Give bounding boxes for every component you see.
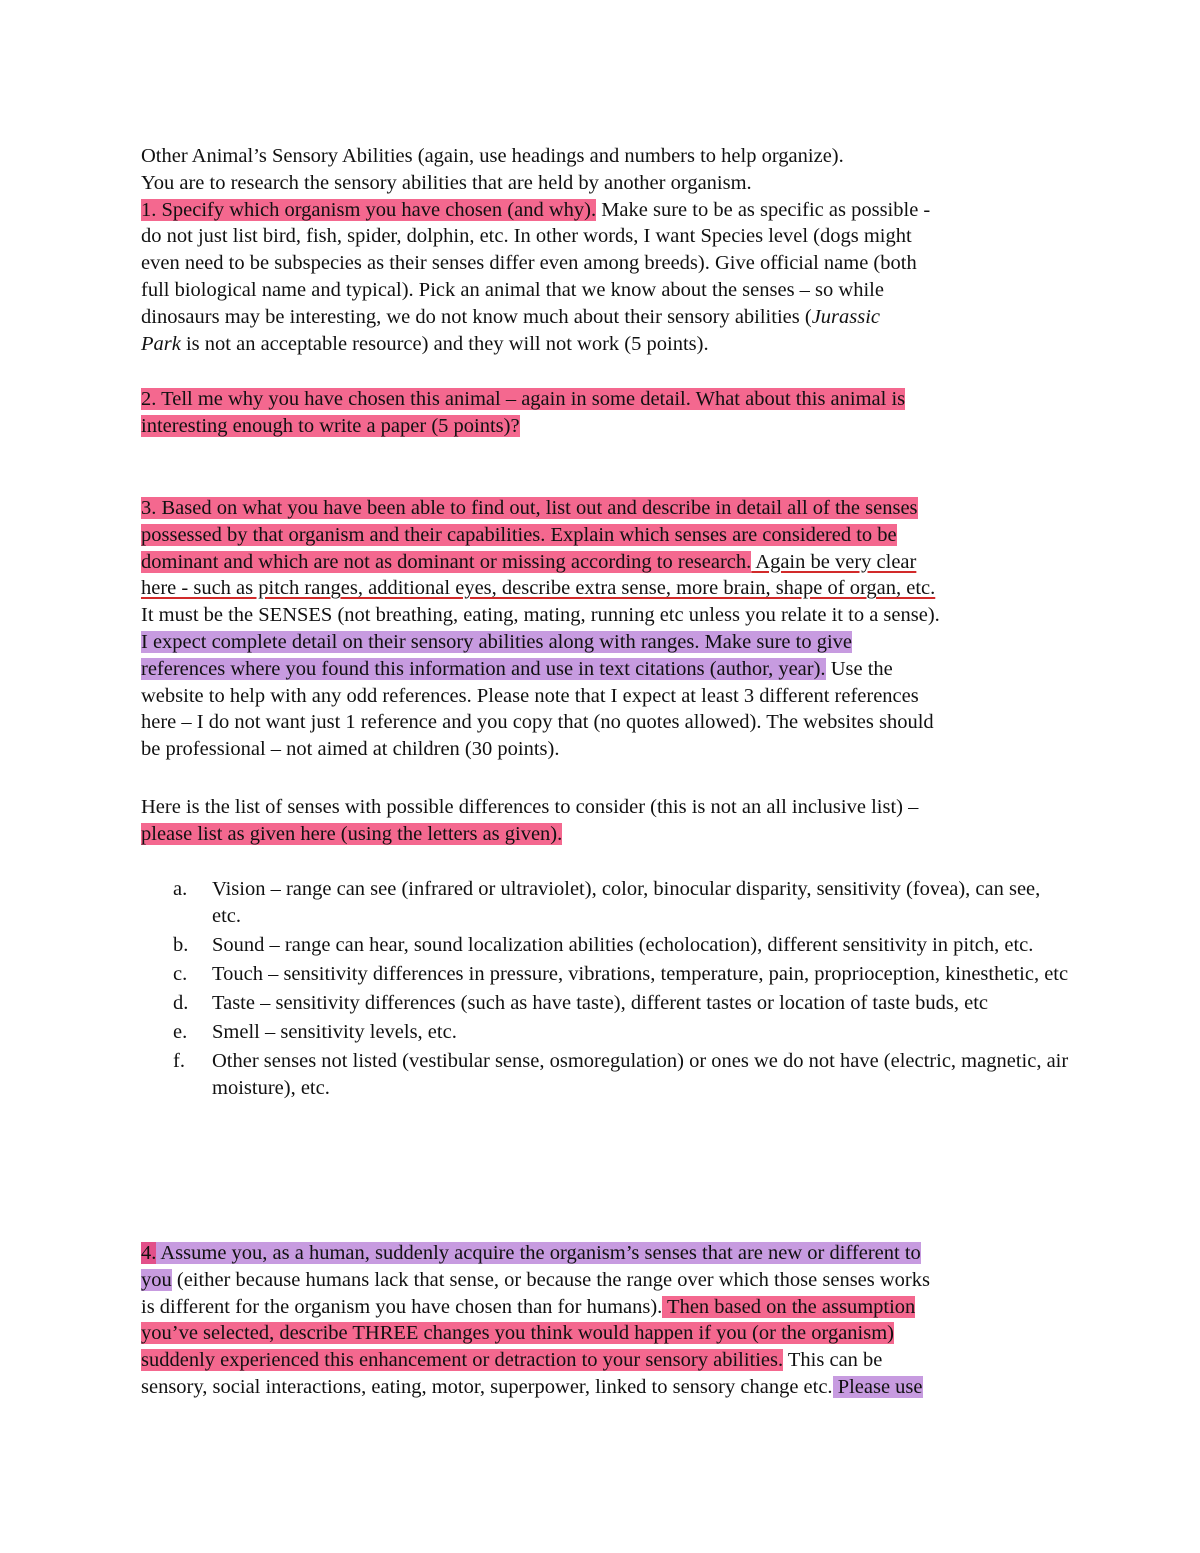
intro-subtitle: You are to research the sensory abilities that are held by another organism. — [141, 171, 752, 194]
list-item — [173, 990, 1073, 1017]
q1-line-5 — [141, 304, 1061, 331]
q2-line-1: 2. Tell me why you have chosen this animal – again in some detail. What about this animal is — [141, 388, 906, 410]
intro-section — [141, 143, 1061, 357]
q1-line-2: do not just list bird, fish, spider, dolphin, etc. In other words, I want Species level (dogs might — [141, 225, 912, 248]
q3-underline-2: here - such as pitch ranges, additional eyes, describe extra sense, more brain, shape of organ, etc. — [141, 577, 936, 600]
q3-line-5: It must be the SENSES (not breathing, eating, mating, running etc unless you relate it to a sense). — [141, 604, 940, 627]
list-marker: b. — [173, 934, 189, 956]
q4-pink-1: Then based on the assumption — [662, 1295, 916, 1318]
q1-line-6-text: is not an acceptable resource) and they will not work (5 points). — [180, 332, 709, 355]
intro-title: Other Animal’s Sensory Abilities (again, use headings and numbers to help organize). — [141, 145, 844, 167]
q3-section — [141, 495, 1061, 763]
list-item-text: Other senses not listed (vestibular sense, osmoregulation) or ones we do not have (electric, magnetic, air moisture), etc. — [212, 1050, 1069, 1099]
list-item — [173, 932, 1073, 959]
q3-line-2: possessed by that organism and their capabilities. Explain which senses are considered to be — [141, 523, 897, 546]
q3-line-1: 3. Based on what you have been able to find out, list out and describe in detail all of the senses — [141, 497, 918, 519]
list-item-text: Vision – range can see (infrared or ultraviolet), color, binocular disparity, sensitivity (fovea), can see, etc. — [212, 878, 1041, 927]
q4-line-6: sensory, social interactions, eating, motor, superpower, linked to sensory change etc. — [141, 1375, 833, 1398]
q4-line-2-rest: (either because humans lack that sense, or because the range over which those senses works — [171, 1268, 930, 1291]
list-marker: d. — [173, 992, 189, 1014]
list-item — [173, 1048, 1073, 1102]
list-item-text: Taste – sensitivity differences (such as have taste), different tastes or location of taste buds, etc — [212, 992, 988, 1014]
list-item — [173, 1019, 1073, 1046]
list-item-text: Sound – range can hear, sound localization abilities (echolocation), different sensitivity in pitch, etc. — [212, 934, 1034, 956]
list-marker: e. — [173, 1021, 188, 1043]
q2-section — [141, 386, 1061, 440]
q4-purple-1: Assume you, as a human, suddenly acquire the organism’s senses that are new or different to — [156, 1242, 921, 1264]
senses-intro — [141, 794, 1061, 848]
list-item-text: Smell – sensitivity levels, etc. — [212, 1021, 457, 1043]
q3-line-3: dominant and which are not as dominant or missing according to research. — [141, 550, 752, 573]
q4-this-can-be: This can be — [783, 1349, 883, 1372]
q3-underline-1: Again be very clear — [751, 550, 917, 573]
q1-line-5-text: dinosaurs may be interesting, we do not know much about their sensory abilities ( — [141, 305, 812, 328]
list-marker: a. — [173, 878, 188, 900]
q1-rest: Make sure to be as specific as possible - — [596, 198, 931, 221]
q1-park: Park — [141, 332, 181, 355]
q1-line-3: even need to be subspecies as their senses differ even among breeds). Give official name (both — [141, 252, 917, 275]
q2-line-2: interesting enough to write a paper (5 points)? — [141, 414, 520, 437]
senses-intro-highlight: please list as given here (using the letters as given). — [141, 822, 563, 845]
q3-purple-1: I expect complete detail on their sensory abilities along with ranges. Make sure to give — [141, 630, 853, 653]
list-item — [173, 876, 1073, 930]
q1-line-6 — [141, 331, 1061, 358]
list-marker: c. — [173, 963, 188, 985]
q4-pink-3: suddenly experienced this enhancement or detraction to your sensory abilities. — [141, 1349, 784, 1372]
list-item — [173, 961, 1073, 988]
q1-line-1 — [141, 197, 1061, 224]
list-item-text: Touch – sensitivity differences in pressure, vibrations, temperature, pain, proprioception, kinesthetic, etc — [212, 963, 1069, 985]
q3-line-8: website to help with any odd references. Please note that I expect at least 3 different references — [141, 684, 919, 707]
list-marker: f. — [173, 1050, 185, 1072]
q3-line-10: be professional – not aimed at children (30 points). — [141, 738, 560, 761]
q4-purple-2: you — [141, 1268, 172, 1291]
q3-line-9: here – I do not want just 1 reference and you copy that (no quotes allowed). The websites should — [141, 711, 934, 734]
q4-section — [141, 1240, 1061, 1401]
q1-line-4: full biological name and typical). Pick an animal that we know about the senses – so while — [141, 278, 884, 301]
senses-intro-line-1: Here is the list of senses with possible differences to consider (this is not an all inclusive list) – — [141, 796, 919, 818]
q4-line-3: is different for the organism you have chosen than for humans). — [141, 1295, 663, 1318]
q3-purple-2: references where you found this information and use in text citations (author, year). — [141, 657, 826, 680]
q4-number: 4. — [141, 1242, 157, 1264]
q3-use-the: Use the — [825, 657, 893, 680]
q1-highlight: 1. Specify which organism you have chosen (and why). — [141, 198, 597, 221]
senses-list — [173, 876, 1073, 1104]
q4-pink-2: you’ve selected, describe THREE changes you think would happen if you (or the organism) — [141, 1322, 894, 1345]
q1-jurassic: Jurassic — [811, 305, 881, 328]
q4-please-use: Please use — [832, 1375, 923, 1398]
